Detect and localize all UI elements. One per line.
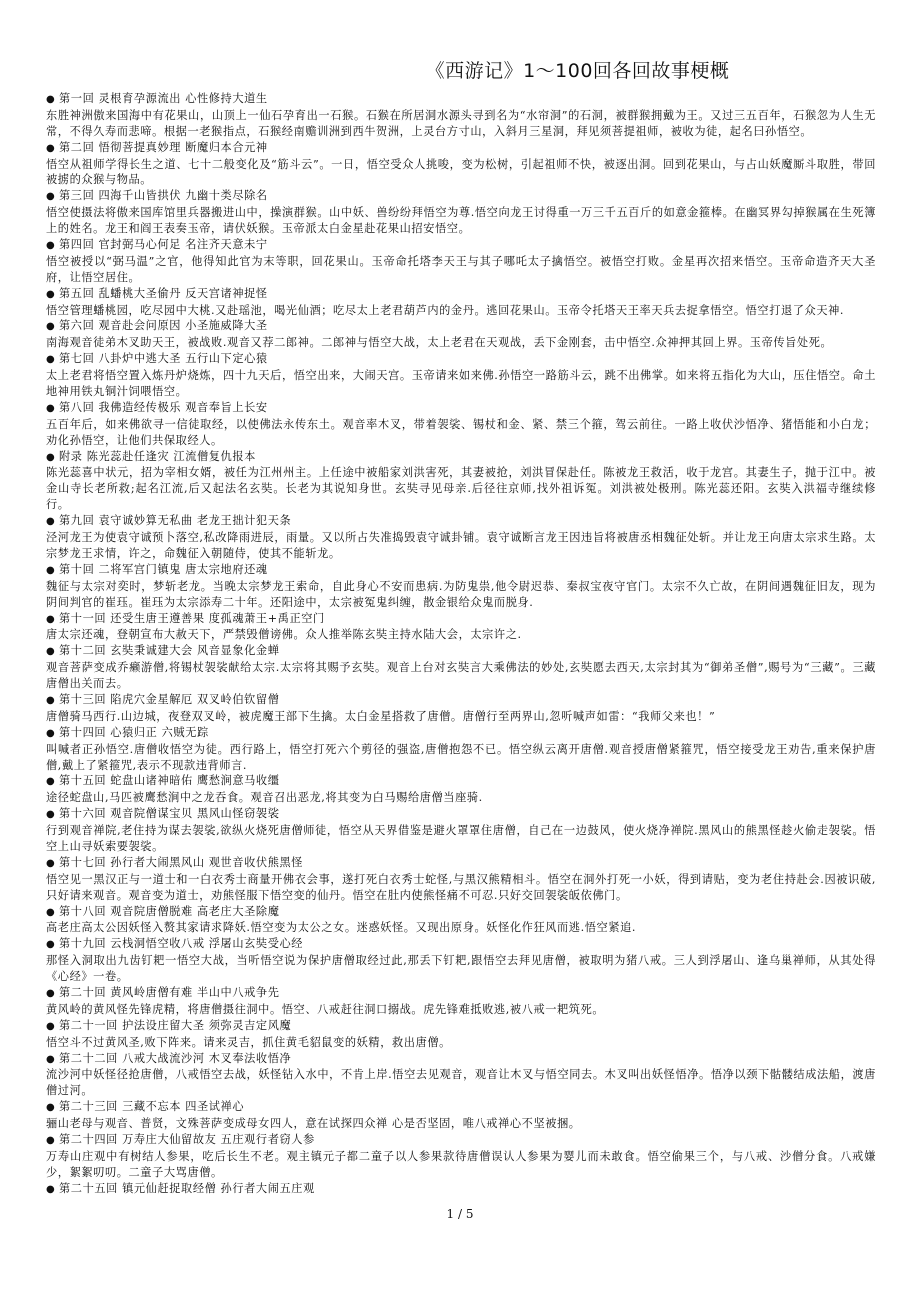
bullet-icon: ● [46,354,56,366]
chapter-heading [46,904,876,921]
chapter-entry [46,1018,876,1051]
chapter-entry [46,140,876,189]
chapter-summary: 行到观音禅院,老住持为谋去袈裟,欲纵火烧死唐僧师徒，悟空从天界借鉴是避火罩罩住唐僧，自己在一边鼓风，使火烧净禅院.黑风山的熊黑怪趁火偷走袈裟。悟空上山寻妖索要袈裟。 [46,824,876,853]
chapter-heading-text: 第三回 四海千山皆拱伏 九幽十类尽除名 [59,189,268,203]
chapter-heading-text: 附录 陈光蕊赴任逢灾 江流僧复仇报本 [59,449,256,463]
chapter-entry [46,318,876,351]
chapter-heading-text: 第九回 袁守诚妙算无私曲 老龙王拙计犯天条 [59,514,292,528]
bullet-icon: ● [46,939,56,951]
chapter-heading [46,855,876,872]
chapter-entry [46,1132,876,1181]
chapter-heading-text: 第十八回 观音院唐僧脱难 高老庄大圣除魔 [59,904,280,918]
chapter-summary: 悟空见一黑汉正与一道士和一白衣秀士商量开佛衣会事，遂打死白衣秀士蛇怪,与黑汉熊精相斗。悟空在洞外打死一小妖，得到请贴，变为老住持赴会.因被识破,只好请来观音。观音变为道士，劝熊怪服下悟空变的仙丹。悟空在肚内使熊怪痛不可忍.只好交回袈裟皈依佛门。 [46,872,876,902]
chapter-heading-text: 第二十回 黄风岭唐僧有难 半山中八戒争先 [59,985,280,999]
chapter-summary: 东胜神洲傲来国海中有花果山，山顶上一仙石孕育出一石猴。石猴在所居洞水源头寻到名为“水帘洞”的石洞，被群猴拥戴为王。又过三五百年，石猴忽为人生无常，不得久寿而悲啼。根据一老猴指点，石猴经南赡训洲到西牛贺洲，上灵台方寸山，入斜月三星洞，拜见须菩提祖师，被收为徒，起名曰孙悟空。 [46,108,876,138]
chapter-heading-text: 第二十二回 八戒大战流沙河 木叉奉法收悟净 [59,1051,292,1065]
bullet-icon: ● [46,987,56,999]
chapter-heading-text: 第十三回 陷虎穴金星解厄 双叉岭伯钦留僧 [59,692,280,706]
chapter-heading-text: 第十五回 蛇盘山诸神暗佑 鹰愁涧意马收缰 [59,774,280,788]
chapter-entry [46,1181,876,1198]
chapter-heading-text: 第六回 观音赴会问原因 小圣施威降大圣 [59,319,268,333]
chapter-heading-text: 第十六回 观音院僧谋宝贝 黑风山怪窃袈裟 [59,807,280,821]
chapter-entry [46,725,876,774]
chapter-entry [46,237,876,286]
chapter-summary: 途径蛇盘山,马匹被鹰愁涧中之龙吞食。观音召出恶龙,将其变为白马赐给唐僧当座骑. [46,791,483,805]
chapter-entry [46,692,876,725]
bullet-icon: ● [46,809,56,821]
chapter-heading [46,318,876,335]
chapter-heading-text: 第八回 我佛造经传极乐 观音奉旨上长安 [59,400,268,414]
chapter-heading [46,513,876,530]
chapter-entry [46,611,876,644]
chapter-heading [46,611,876,628]
bullet-icon: ● [46,906,56,918]
chapter-heading [46,1181,876,1198]
chapter-heading-text: 第二十四回 万寿庄大仙留故友 五庄观行者窃人参 [59,1133,315,1146]
document-title: 《西游记》1～100回各回故事梗概 [425,60,730,82]
chapter-entry [46,936,876,985]
bullet-icon: ● [46,727,56,739]
chapter-heading-text: 第二回 悟彻菩提真妙理 断魔归本合元神 [59,140,268,154]
chapter-summary: 黄风岭的黄风怪先锋虎精，将唐僧摄往洞中。悟空、八戒赶往洞口搦战。虎先锋难抵败逃,被八戒一耙筑死。 [46,1002,605,1016]
chapter-heading-text: 第二十一回 护法设庄留大圣 须弥灵吉定风魔 [59,1018,292,1032]
chapter-heading [46,692,876,709]
chapter-heading-text: 第十七回 孙行者大闹黑风山 观世音收伏熊黑怪 [59,855,304,869]
chapter-entry [46,643,876,692]
chapter-summary: 陈光蕊喜中状元，招为宰相女婿，被任为江州州主。上任途中被船家刘洪害死，其妻被抢，刘洪冒保赴任。陈被龙王救活，收于龙宫。其妻生子，抛于江中。被金山寺长老所救;起名江流,后又起法名玄奘。长老为其说知身世。玄奘寻见母亲.后径往京师,找外祖诉冤。刘洪被处极刑。陈光蕊还阳。玄奘入洪福寺继续修行。 [46,466,876,512]
chapter-summary: 观音菩萨变成乔癞游僧,将锡杖袈裟献给太宗.太宗将其赐予玄奘。观音上台对玄奘言大乘佛法的妙处,玄奘愿去西天,太宗封其为“御弟圣僧”,赐号为“三藏”。三藏唐僧出关而去。 [46,661,876,691]
chapter-heading-text: 第十回 二将军宫门镇鬼 唐太宗地府还魂 [59,562,268,576]
chapter-heading [46,562,876,579]
chapter-summary: 五百年后，如来佛欲寻一信徒取经，以使佛法永传东土。观音率木叉，带着袈裟、锡杖和金、紧、禁三个箍，驾云前往。一路上收伏沙悟净、猪悟能和小白龙；劝化孙悟空，让他们共保取经人。 [46,417,876,447]
chapter-heading [46,286,876,303]
chapter-heading [46,1018,876,1035]
chapter-entry [46,1099,876,1132]
bullet-icon: ● [46,451,56,463]
chapter-summary: 泾河龙王为使袁守诚预卜落空,私改降雨进辰，雨量。又以所占失准捣毁袁守诚卦铺。袁守诚断言龙王因违旨将被唐丞相魏征处斩。并让龙王向唐太宗求生路。太宗梦龙王求情，许之，命魏征入朝随侍，使其不能斩龙。 [46,531,876,560]
bullet-icon: ● [46,402,56,414]
page-number: 1 / 5 [446,1207,474,1221]
bullet-icon: ● [46,564,56,576]
chapter-entry [46,773,876,806]
chapter-heading [46,400,876,417]
chapter-summary: 万寿山庄观中有树结人参果，吃后长生不老。观主镇元子都二童子以人参果款待唐僧误认人参果为婴儿而未敢食。悟空偷果三个，与八戒、沙僧分食。八戒嫌少，絮絮叨叨。二童子大骂唐僧。 [46,1149,876,1179]
bullet-icon: ● [46,694,56,706]
chapter-heading-text: 第十一回 还受生唐王遵善果 度孤魂萧王+禹正空门 [59,611,325,625]
chapter-summary: 悟空使摄法将傲来国库馆里兵器搬进山中，操演群猴。山中妖、兽纷纷拜悟空为尊.悟空向龙王讨得重一万三千五百斤的如意金箍棒。在幽冥界勾掉猴属在生死簿上的姓名。龙王和阎王表奏玉帝，请伏妖猴。玉帝派太白金星赴花果山招安悟空。 [46,206,876,236]
chapter-heading-text: 第二十三回 三藏不忘本 四圣试禅心 [59,1100,245,1114]
chapter-summary: 骊山老母与观音、普贤，文殊菩萨变成母女四人，意在试探四众禅 心是否坚固，唯八戒禅心不坚被捆。 [46,1117,581,1131]
chapter-entry [46,985,876,1018]
chapter-heading [46,806,876,823]
chapter-entry [46,562,876,611]
chapter-heading-text: 第十二回 玄奘秉诚建大会 风音显象化金蝉 [59,644,280,658]
chapter-heading [46,91,876,108]
chapter-entry [46,513,876,562]
chapter-entry [46,286,876,319]
chapter-entry [46,188,876,237]
bullet-icon: ● [46,288,56,300]
chapter-entry [46,449,876,514]
chapter-heading [46,351,876,368]
bullet-icon: ● [46,1102,56,1114]
chapter-summary: 那怪入洞取出九齿钉耙一悟空大战，当听悟空说为保护唐僧取经过此,那丢下钉耙,跟悟空去拜见唐僧，被取明为猪八戒。三人到浮屠山、逢乌巢禅师，从其处得《心经》一卷。 [46,954,876,984]
chapter-summary: 魏征与太宗对奕时，梦斩老龙。当晚太宗梦龙王索命，自此身心不安而患病.为防鬼祟,他令尉迟恭、秦叔宝夜守官门。太宗不久亡故，在阴间遇魏征旧友，现为阴间判官的崔珏。崔珏为太宗添寿二十年。还阳途中，太宗被冤鬼纠缠，散金银给众鬼而脱身. [46,579,876,609]
chapter-entry [46,806,876,855]
chapter-heading [46,140,876,157]
chapter-entry [46,351,876,400]
chapter-heading-text: 第十四回 心猿归正 六贼无踪 [59,725,209,739]
chapter-summary: 叫喊者正孙悟空.唐僧收悟空为徒。西行路上，悟空打死六个剪径的强盗,唐僧抱怨不已。悟空纵云离开唐僧.观音授唐僧紧箍咒，悟空接受龙王劝告,重来保护唐僧,戴上了紧箍咒,表示不现款违背师言. [46,742,876,772]
bullet-icon: ● [46,776,56,788]
bullet-icon: ● [46,142,56,154]
chapter-summary: 唐僧骑马西行.山边城，夜登双叉岭，被虎魔王部下生擒。太白金星搭救了唐僧。唐僧行至两界山,忽听喊声如雷：“我师父来也！” [46,709,716,723]
bullet-icon: ● [46,1135,56,1146]
chapter-summary: 南海观音徒弟木叉助天王，被战败.观音又荐二郎神。二郎神与悟空大战，太上老君在天观战，丢下金刚套，击中悟空.众神押其回上界。玉帝传旨处死。 [46,336,833,350]
chapter-heading-text: 第十九回 云栈洞悟空收八戒 浮屠山玄奘受心经 [59,937,304,951]
chapter-summary: 悟空从祖师学得长生之道、七十二般变化及“筋斗云”。一日，悟空受众人挑唆，变为松树，引起祖师不快，被逐出洞。回到花果山，与占山妖魔厮斗取胜，带回被掳的众猴与物品。 [46,157,876,187]
bullet-icon: ● [46,516,56,528]
chapter-heading [46,643,876,660]
bullet-icon: ● [46,646,56,658]
bullet-icon: ● [46,94,56,105]
chapter-entry [46,1051,876,1100]
chapter-summary: 太上老君将悟空置入炼丹炉烧炼，四十九天后，悟空出来，大闹天宫。玉帝请来如来佛.孙悟空一路筋斗云，跳不出佛掌。如来将五指化为大山，压住悟空。命土地神用铁丸铜汁饲喂悟空。 [46,369,876,399]
bullet-icon: ● [46,857,56,869]
chapter-heading [46,1132,876,1149]
chapter-summary: 高老庄高太公因妖怪入赘其家请求降妖.悟空变为太公之女。迷惑妖怪。又现出原身。妖怪化作狂风而逃.悟空紧追. [46,921,637,935]
chapter-list [46,91,876,1198]
chapter-summary: 唐太宗还魂，登朝宣布大赦天下，严禁毁僧谤佛。众人推举陈玄奘主持水陆大会，太宗许之. [46,628,522,642]
bullet-icon: ● [46,1053,56,1065]
bullet-icon: ● [46,240,56,252]
chapter-heading [46,725,876,742]
chapter-heading [46,1099,876,1116]
chapter-heading [46,985,876,1002]
chapter-entry [46,855,876,904]
chapter-summary: 悟空被授以“弼马温”之官，他得知此官为末等职，回花果山。玉帝命托塔李天王与其子哪吒太子擒悟空。被悟空打败。金星再次招来悟空。玉帝命造齐天大圣府，让悟空居住。 [46,254,876,284]
chapter-heading [46,936,876,953]
chapter-heading-text: 第二十五回 镇元仙赶捉取经僧 孙行者大闹五庄观 [59,1181,315,1195]
bullet-icon: ● [46,1183,56,1195]
chapter-summary: 悟空管理蟠桃园，吃尽园中大桃.又赴瑶池，喝光仙酒；吃尽太上老君葫芦内的金丹。逃回花果山。玉帝令托塔天王率天兵去捉拿悟空。悟空打退了众天神. [46,303,845,317]
chapter-entry [46,91,876,140]
bullet-icon: ● [46,613,56,625]
chapter-heading-text: 第一回 灵根育孕源流出 心性修持大道生 [59,92,268,105]
chapter-heading [46,449,876,466]
chapter-entry [46,904,876,937]
chapter-summary: 悟空斗不过黄风圣,败下阵来。请来灵吉，抓住黄毛貂鼠变的妖精，救出唐僧。 [46,1035,451,1049]
chapter-heading [46,237,876,254]
chapter-heading [46,773,876,790]
bullet-icon: ● [46,191,56,203]
bullet-icon: ● [46,1020,56,1032]
chapter-entry [46,400,876,449]
chapter-heading [46,188,876,205]
bullet-icon: ● [46,321,56,333]
chapter-heading-text: 第七回 八卦炉中逃大圣 五行山下定心猿 [59,352,268,366]
chapter-heading-text: 第四回 官封弼马心何足 名注齐天意未宁 [59,238,268,252]
chapter-heading [46,1051,876,1068]
chapter-heading-text: 第五回 乱蟠桃大圣偷丹 反天宫诸神捉怪 [59,286,268,300]
chapter-summary: 流沙河中妖怪径抢唐僧，八戒悟空去战，妖怪钻入水中，不肯上岸.悟空去见观音，观音让木叉与悟空同去。木叉叫出妖怪悟净。悟净以颈下骷髅结成法船，渡唐僧过河。 [46,1068,876,1098]
